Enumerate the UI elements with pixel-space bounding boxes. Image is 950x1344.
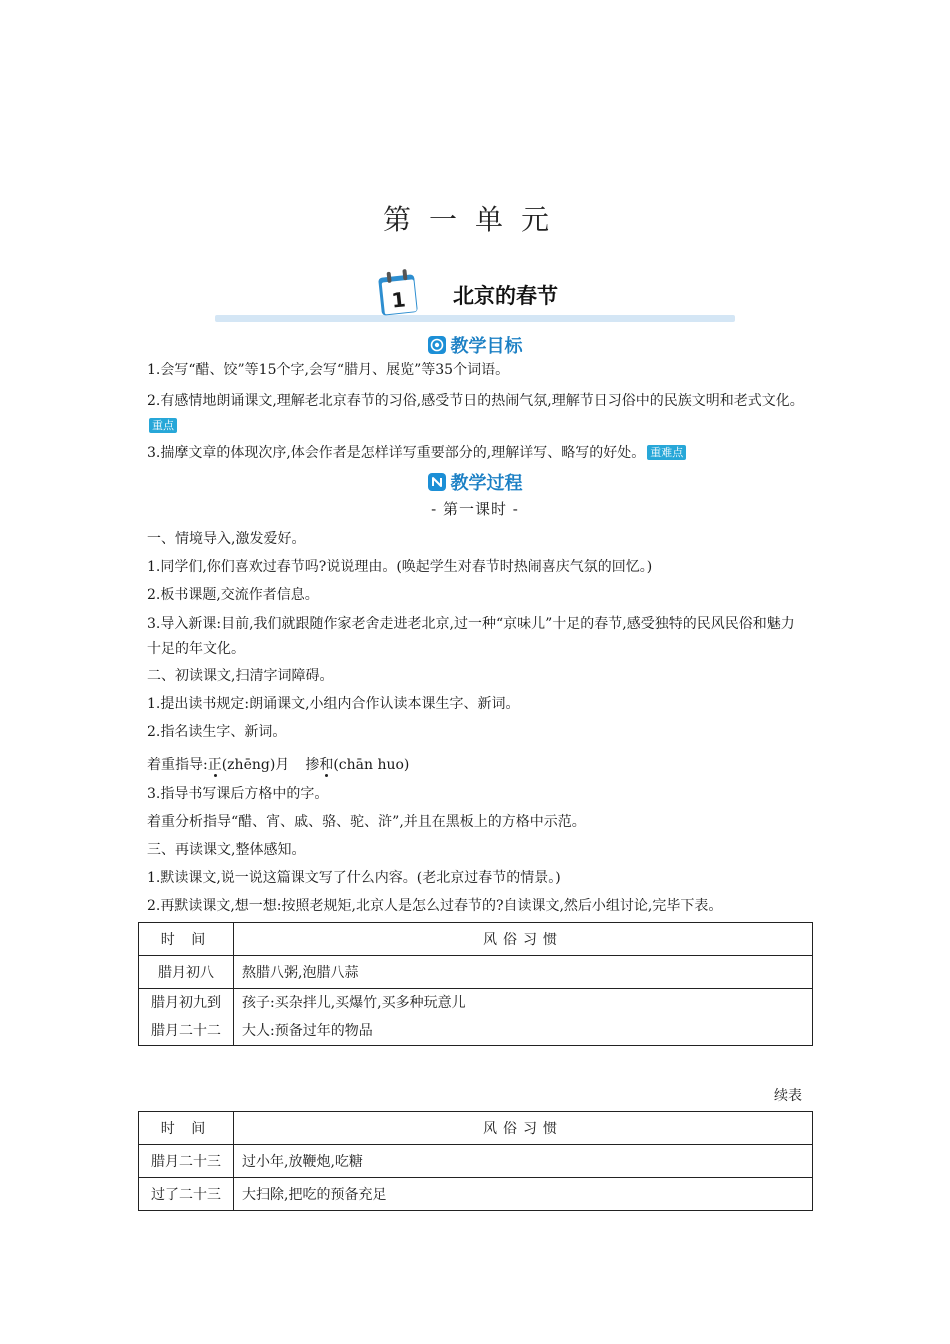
table-header-customs: 风俗习惯 — [234, 923, 813, 956]
table-row — [139, 956, 813, 989]
process-line: 2.指名读生字、新词。 — [147, 724, 287, 740]
process-line: 二、初读课文,扫清字词障碍。 — [147, 668, 334, 684]
session-title: - 第一课时 - — [431, 500, 519, 518]
objectives-heading-text: 教学目标 — [450, 336, 523, 357]
key-point-badge: 重点 — [149, 418, 177, 433]
table-header-customs: 风俗习惯 — [234, 1112, 813, 1145]
process-line: 3.指导书写课后方格中的字。 — [147, 786, 329, 802]
pronunciation-line: 着重指导:正(zhēng)月 掺和(chān huo) — [147, 757, 410, 773]
dotted-char: 和 — [319, 757, 334, 773]
process-heading-text: 教学过程 — [450, 473, 523, 494]
lesson-number: 1 — [390, 287, 407, 313]
objective-item: 3.揣摩文章的体现次序,体会作者是怎样详写重要部分的,理解详写、略写的好处。 重难点 — [147, 441, 807, 466]
table-cell-time: 腊月初九到 腊月二十二 — [139, 989, 234, 1046]
table-header-time: 时 间 — [139, 923, 234, 956]
table-cell-customs: 大扫除,把吃的预备充足 — [234, 1178, 813, 1211]
dotted-char: 正 — [207, 757, 222, 773]
table-cell-customs: 过小年,放鞭炮,吃糖 — [234, 1145, 813, 1178]
process-line: 一、情境导入,激发爱好。 — [147, 531, 306, 547]
continued-table-label: 续表 — [774, 1088, 802, 1104]
lesson-header — [215, 268, 735, 326]
unit-title: 第一单元 — [382, 203, 567, 236]
table-cell-time: 腊月二十三 — [139, 1145, 234, 1178]
process-line: 1.提出读书规定:朗诵课文,小组内合作认读本课生字、新词。 — [147, 696, 520, 712]
customs-table-continued — [138, 1111, 813, 1211]
target-icon — [428, 336, 446, 354]
table-cell-customs: 熬腊八粥,泡腊八蒜 — [234, 956, 813, 989]
process-line: 3.导入新课:目前,我们就跟随作家老舍走进老北京,过一种“京味儿”十足的春节,感受独特的民风民俗和魅力十足的年文化。 — [147, 616, 795, 657]
customs-table — [138, 922, 813, 1046]
process-line: 1.同学们,你们喜欢过春节吗?说说理由。(唤起学生对春节时热闹喜庆气氛的回忆。) — [147, 559, 653, 575]
lesson-title: 北京的春节 — [453, 284, 558, 308]
process-heading — [0, 469, 950, 495]
objective-item: 1.会写“醋、饺”等15个字,会写“腊月、展览”等35个词语。 — [147, 362, 510, 378]
process-line: 1.默读课文,说一说这篇课文写了什么内容。(老北京过春节的情景。) — [147, 870, 561, 886]
table-row — [139, 1145, 813, 1178]
table-cell-time: 过了二十三 — [139, 1178, 234, 1211]
process-line: 2.再默读课文,想一想:按照老规矩,北京人是怎么过春节的?自读课文,然后小组讨论,完毕下表。 — [147, 898, 723, 914]
table-header-time: 时 间 — [139, 1112, 234, 1145]
table-row — [139, 1178, 813, 1211]
table-cell-customs: 孩子:买杂拌儿,买爆竹,买多种玩意儿 大人:预备过年的物品 — [234, 989, 813, 1046]
process-icon — [428, 473, 446, 491]
table-row — [139, 989, 813, 1046]
lesson-title-underline — [215, 315, 735, 322]
objective-item: 2.有感情地朗诵课文,理解老北京春节的习俗,感受节日的热闹气氛,理解节日习俗中的民族文明和老式文化。重点 — [147, 393, 804, 432]
process-line: 2.板书课题,交流作者信息。 — [147, 587, 319, 603]
process-line: 三、再读课文,整体感知。 — [147, 842, 306, 858]
process-line: 着重分析指导“醋、宵、戚、骆、驼、浒”,并且在黑板上的方格中示范。 — [147, 814, 586, 830]
calendar-icon — [377, 268, 421, 318]
objectives-heading — [0, 332, 950, 358]
table-cell-time: 腊月初八 — [139, 956, 234, 989]
key-difficult-point-badge: 重难点 — [647, 445, 686, 460]
